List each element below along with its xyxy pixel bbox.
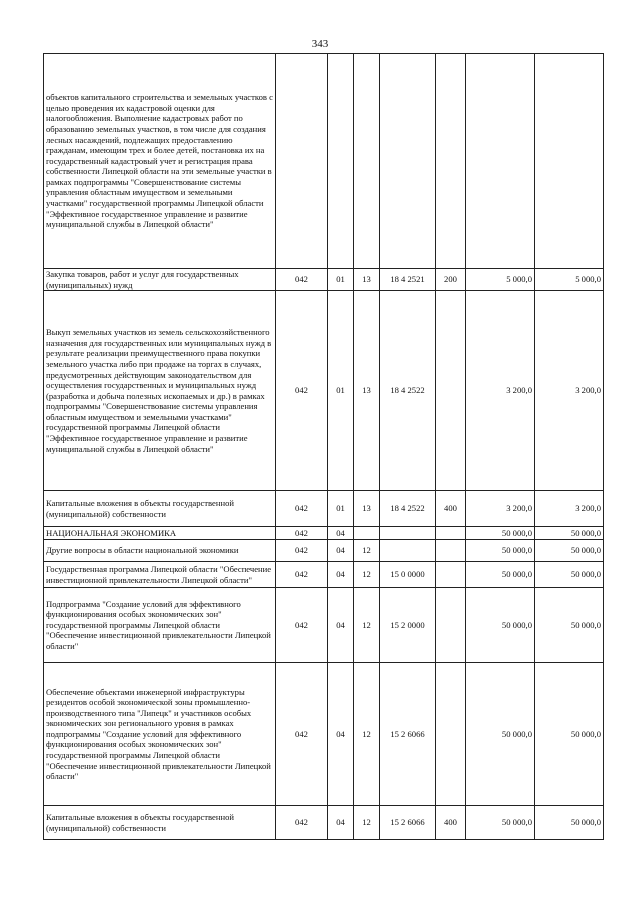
ministry-code: 042 (276, 588, 328, 663)
ministry-code: 042 (276, 663, 328, 806)
expense-type (436, 663, 466, 806)
expense-type (436, 540, 466, 562)
row-name: Другие вопросы в области национальной экономики (44, 540, 276, 562)
sum-year-1: 50 000,0 (466, 806, 535, 840)
target-article: 18 4 2522 (380, 291, 436, 491)
target-article: 15 2 6066 (380, 806, 436, 840)
sum-year-2: 50 000,0 (535, 588, 604, 663)
section-code: 01 (328, 491, 354, 527)
section-code: 01 (328, 291, 354, 491)
target-article: 18 4 2521 (380, 269, 436, 291)
table-row (44, 491, 604, 527)
expense-type (436, 588, 466, 663)
sum-year-1 (466, 54, 535, 269)
sum-year-1: 3 200,0 (466, 491, 535, 527)
subsection-code: 12 (354, 663, 380, 806)
sum-year-1: 50 000,0 (466, 527, 535, 540)
sum-year-2: 50 000,0 (535, 540, 604, 562)
sum-year-2: 50 000,0 (535, 527, 604, 540)
sum-year-2 (535, 54, 604, 269)
row-name: Обеспечение объектами инженерной инфраструктуры резидентов особой экономической зоны промышленно-производственного типа "Липецк" и участников особых экономических зон регионального уровня в рамках подпрограммы "Создание условий для эффективного функционирования особых экономических зон" государственной программы Липецкой области "Обеспечение инвестиционной привлекательности Липецкой области" (44, 663, 276, 806)
subsection-code: 13 (354, 269, 380, 291)
section-code: 04 (328, 540, 354, 562)
target-article (380, 540, 436, 562)
row-name: НАЦИОНАЛЬНАЯ ЭКОНОМИКА (44, 527, 276, 540)
ministry-code: 042 (276, 491, 328, 527)
table-row (44, 54, 604, 269)
target-article: 15 0 0000 (380, 562, 436, 588)
section-code: 01 (328, 269, 354, 291)
ministry-code: 042 (276, 527, 328, 540)
section-code: 04 (328, 806, 354, 840)
sum-year-1: 50 000,0 (466, 588, 535, 663)
table-row (44, 562, 604, 588)
sum-year-1: 5 000,0 (466, 269, 535, 291)
target-article: 18 4 2522 (380, 491, 436, 527)
ministry-code: 042 (276, 806, 328, 840)
target-article (380, 54, 436, 269)
table-row (44, 269, 604, 291)
sum-year-2: 50 000,0 (535, 562, 604, 588)
expense-type (436, 562, 466, 588)
expense-type (436, 291, 466, 491)
ministry-code (276, 54, 328, 269)
subsection-code: 12 (354, 562, 380, 588)
sum-year-2: 3 200,0 (535, 491, 604, 527)
expense-type: 400 (436, 491, 466, 527)
section-code: 04 (328, 663, 354, 806)
expense-type (436, 54, 466, 269)
section-code: 04 (328, 527, 354, 540)
subsection-code: 13 (354, 491, 380, 527)
row-name: Закупка товаров, работ и услуг для государственных (муниципальных) нужд (44, 269, 276, 291)
row-name: Выкуп земельных участков из земель сельскохозяйственного назначения для государственных или муниципальных нужд в результате реализации преимущественного права покупки земельного участка либо при продаже на торгах в случаях, предусмотренных действующим законодательством для осуществления государственных и муниципальных нужд (разработка и добыча полезных ископаемых и др.) в рамках подпрограммы "Совершенствование системы управления областным имуществом и земельными участками" государственной программы Липецкой области "Эффективное государственное управление и развитие муниципальной службы в Липецкой области" (44, 291, 276, 491)
sum-year-2: 50 000,0 (535, 663, 604, 806)
subsection-code (354, 54, 380, 269)
subsection-code: 13 (354, 291, 380, 491)
expense-type: 400 (436, 806, 466, 840)
row-name: Подпрограмма "Создание условий для эффективного функционирования особых экономических зон" государственной программы Липецкой области "Обеспечение инвестиционной привлекательности Липецкой области" (44, 588, 276, 663)
ministry-code: 042 (276, 540, 328, 562)
target-article: 15 2 0000 (380, 588, 436, 663)
budget-table (43, 53, 604, 840)
sum-year-2: 5 000,0 (535, 269, 604, 291)
target-article: 15 2 6066 (380, 663, 436, 806)
sum-year-1: 50 000,0 (466, 540, 535, 562)
subsection-code: 12 (354, 806, 380, 840)
row-name: Капитальные вложения в объекты государственной (муниципальной) собственности (44, 806, 276, 840)
row-name: объектов капитального строительства и земельных участков с целью проведения их кадастровой оценки для налогообложения. Выполнение кадастровых работ по образованию земельных участков, в том числе для создания лесных насаждений, подлежащих предоставлению гражданам, имеющим трех и более детей, постановка их на государственный кадастровый учет и регистрация права собственности Липецкой области на эти земельные участки в рамках подпрограммы "Совершенствование системы управления областным имуществом и земельными участками" государственной программы Липецкой области "Эффективное государственное управление и развитие муниципальной службы в Липецкой области" (44, 54, 276, 269)
row-name: Капитальные вложения в объекты государственной (муниципальной) собственности (44, 491, 276, 527)
sum-year-2: 50 000,0 (535, 806, 604, 840)
expense-type (436, 527, 466, 540)
ministry-code: 042 (276, 562, 328, 588)
section-code: 04 (328, 562, 354, 588)
table-row (44, 527, 604, 540)
subsection-code: 12 (354, 540, 380, 562)
subsection-code (354, 527, 380, 540)
table-row (44, 663, 604, 806)
table-row (44, 588, 604, 663)
table-row (44, 291, 604, 491)
sum-year-1: 3 200,0 (466, 291, 535, 491)
section-code (328, 54, 354, 269)
target-article (380, 527, 436, 540)
section-code: 04 (328, 588, 354, 663)
sum-year-1: 50 000,0 (466, 562, 535, 588)
ministry-code: 042 (276, 269, 328, 291)
sum-year-2: 3 200,0 (535, 291, 604, 491)
ministry-code: 042 (276, 291, 328, 491)
table-row (44, 806, 604, 840)
sum-year-1: 50 000,0 (466, 663, 535, 806)
expense-type: 200 (436, 269, 466, 291)
table-row (44, 540, 604, 562)
subsection-code: 12 (354, 588, 380, 663)
page-number: 343 (311, 38, 329, 50)
row-name: Государственная программа Липецкой области "Обеспечение инвестиционной привлекательности Липецкой области" (44, 562, 276, 588)
